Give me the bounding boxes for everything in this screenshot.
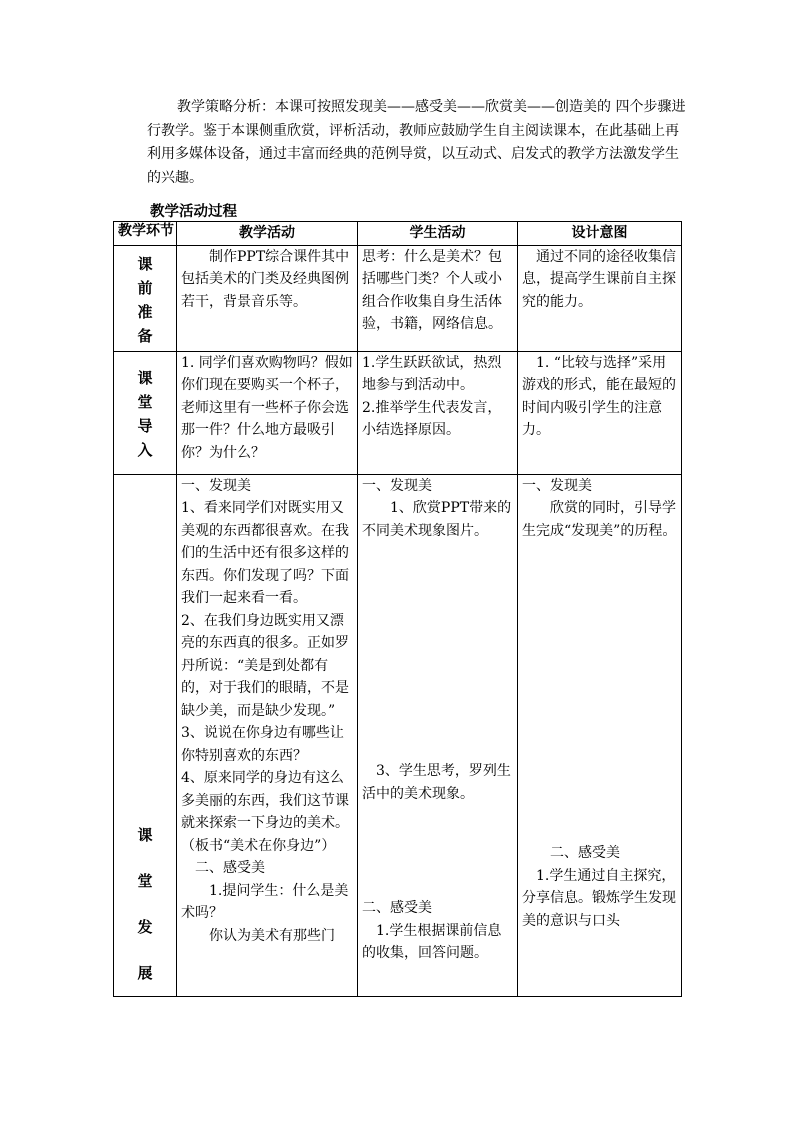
design-text: 1. “比较与选择”采用游戏的形式，能在最短的时间内吸引学生的注意力。: [522, 354, 676, 438]
student-text: 1.学生根据课前信息的收集，回答问题。: [362, 922, 502, 961]
teach-heading: 二、感受美: [195, 860, 265, 876]
table-row-development: [114, 474, 682, 996]
step-char: 准: [137, 302, 153, 321]
step-char: 堂: [137, 392, 153, 411]
teach-heading: 一、发现美: [181, 477, 251, 494]
design-cell-development: [518, 474, 682, 996]
teaching-strategy-paragraph: [147, 96, 687, 190]
student-text: 1、欣赏PPT带来的不同美术现象图片。: [362, 500, 512, 539]
step-char: 堂: [137, 871, 153, 890]
step-char: 发: [137, 917, 153, 936]
step-char: 入: [137, 440, 153, 459]
teach-cell-development: [177, 474, 358, 996]
table-row-introduction: [114, 351, 682, 474]
student-text: 3、学生思考，罗列生活中的美术现象。: [362, 763, 511, 802]
design-text: 通过不同的途径收集信息，提高学生课前自主探究的能力。: [522, 248, 676, 310]
teach-text: （板书“美术在你身边”）: [181, 837, 336, 854]
step-cell-development: [114, 474, 177, 996]
step-char: 课: [137, 825, 153, 844]
design-cell-preparation: [518, 245, 682, 351]
spacer: [522, 542, 677, 842]
table-row-preparation: [114, 245, 682, 351]
step-cell-preparation: [114, 245, 177, 351]
student-heading: 二、感受美: [362, 900, 432, 916]
header-design: 设计意图: [518, 222, 682, 246]
strategy-text: 教学策略分析：本课可按照发现美——感受美——欣赏美——创造美的 四个步骤进行教学。鉴于本课侧重欣赏，评析活动，教师应鼓励学生自主阅读课本，在此基础上再利用多媒体设备，通过丰富而经典的范例导赏，以互动式、启发式的教学方法激发学生的兴趣。: [147, 99, 686, 186]
student-cell-introduction: [358, 351, 518, 474]
design-heading: 二、感受美: [550, 845, 620, 861]
teach-cell-introduction: [177, 351, 358, 474]
step-char: 课: [137, 368, 153, 387]
step-char: 前: [137, 278, 153, 297]
spacer: [362, 542, 513, 760]
design-text: 欣赏的同时，引导学生完成“发现美”的历程。: [522, 500, 677, 539]
student-cell-preparation: [358, 245, 518, 351]
header-teach: 教学活动: [177, 222, 358, 246]
design-cell-introduction: [518, 351, 682, 474]
step-char: 课: [137, 254, 153, 273]
teach-text: 制作PPT综合课件其中包括美术的门类及经典图例若干，背景音乐等。: [181, 248, 350, 310]
step-char: 导: [137, 416, 153, 435]
teach-text: 你认为美术有那些门: [209, 927, 335, 944]
section-title: 教学活动过程: [150, 203, 237, 220]
teach-text: 1、看来同学们对既实用又美观的东西都很喜欢。在我们的生活中还有很多这样的东西。你们发现了吗？下面我们一起来看一看。: [181, 500, 349, 606]
design-heading: 一、发现美: [522, 477, 592, 494]
teach-text: 1.提问学生：什么是美术吗？: [181, 882, 349, 921]
teach-cell-preparation: [177, 245, 358, 351]
step-char: 备: [137, 326, 153, 345]
design-text: 1.学生通过自主探究，分享信息。锻炼学生发现美的意识与口头: [522, 867, 676, 929]
table-header-row: [114, 222, 682, 246]
header-student: 学生活动: [358, 222, 518, 246]
student-text: 2.推举学生代表发言，小结选择原因。: [362, 399, 502, 438]
step-cell-introduction: [114, 351, 177, 474]
teaching-process-table: [113, 221, 682, 997]
student-cell-development: [358, 474, 518, 996]
teach-text: 2、在我们身边既实用又漂亮的东西真的很多。正如罗丹所说：“美是到处都有的，对于我们的眼睛，不是缺少美，而是缺少发现。”: [181, 612, 349, 719]
teach-text: 1. 同学们喜欢购物吗？假如你们现在要购买一个杯子，老师这里有一些杯子你会选那一件？什么地方最吸引你？为什么？: [181, 354, 353, 461]
header-step: 教学环节: [114, 222, 177, 246]
student-text: 1.学生跃跃欲试，热烈地参与到活动中。: [362, 354, 502, 393]
student-heading: 一、发现美: [362, 477, 432, 494]
teach-text: 3、说说在你身边有哪些让你特别喜欢的东西？: [181, 725, 344, 764]
student-text: 思考：什么是美术？包括哪些门类？个人或小组合作收集自身生活体验，书籍，网络信息。: [362, 248, 502, 332]
spacer: [362, 805, 513, 897]
teach-text: 4、原来同学的身边有这么多美丽的东西，我们这节课就来探索一下身边的美术。: [181, 770, 349, 831]
step-char: 展: [137, 963, 153, 982]
